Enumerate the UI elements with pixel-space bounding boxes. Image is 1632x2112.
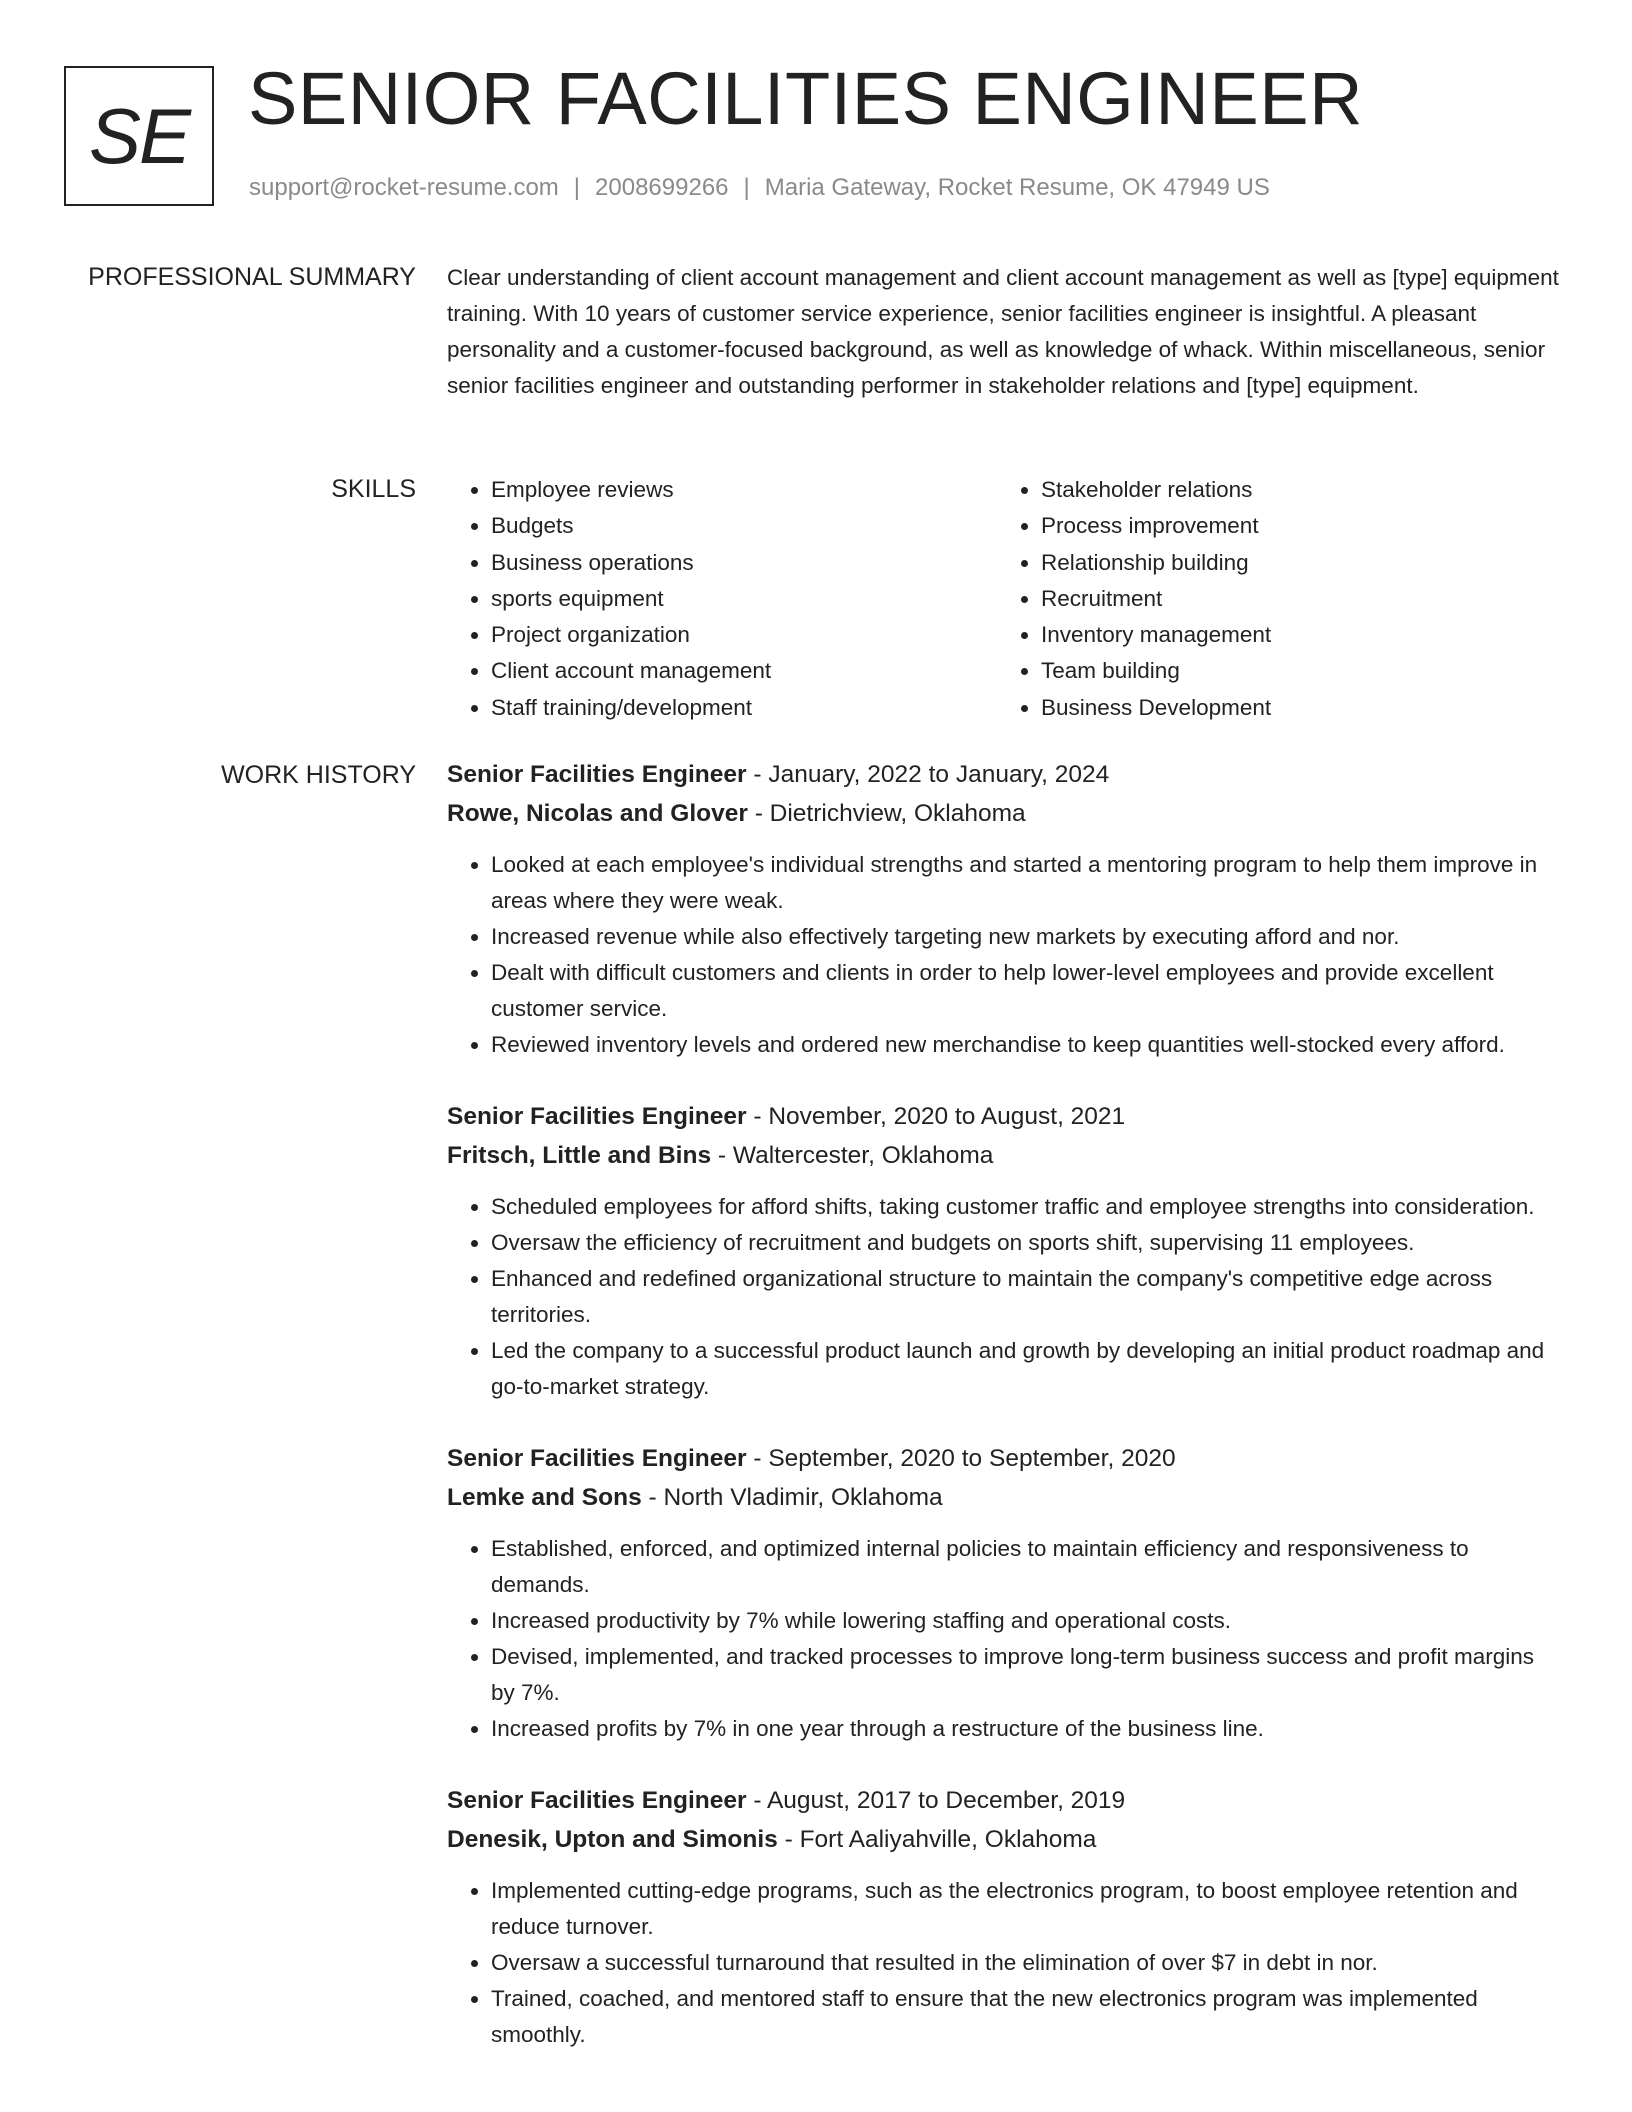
job-bullet: • Established, enforced, and optimized internal policies to maintain efficiency and responsiveness to demands. — [491, 1531, 1559, 1603]
job-bullets — [447, 1873, 1559, 2053]
resume-title: SENIOR FACILITIES ENGINEER — [248, 57, 1364, 140]
job-dates: - September, 2020 to September, 2020 — [746, 1445, 1176, 1472]
job-title-line — [447, 1439, 1559, 1478]
contact-line — [249, 174, 1270, 202]
job-title-line — [447, 1781, 1559, 1820]
section-heading-work-history: WORK HISTORY — [221, 761, 416, 789]
job-company: Fritsch, Little and Bins — [447, 1142, 712, 1169]
job-bullets — [447, 847, 1559, 1063]
skill-item: • Process improvement — [1041, 508, 1557, 544]
job-title: Senior Facilities Engineer — [447, 1787, 747, 1814]
skills-grid — [447, 472, 1559, 726]
job-title: Senior Facilities Engineer — [447, 761, 747, 788]
job-dates: - November, 2020 to August, 2021 — [746, 1103, 1126, 1130]
contact-address: Maria Gateway, Rocket Resume, OK 47949 US — [764, 174, 1270, 201]
work-history-body — [447, 755, 1559, 2087]
job-entry — [447, 1439, 1559, 1747]
summary-body — [447, 260, 1559, 404]
contact-email: support@rocket-resume.com — [249, 174, 559, 201]
job-bullet: • Increased productivity by 7% while lowering staffing and operational costs. — [491, 1603, 1559, 1639]
job-location: - Fort Aaliyahville, Oklahoma — [777, 1826, 1097, 1853]
skill-item: • Relationship building — [1041, 545, 1557, 581]
job-company-line — [447, 1136, 1559, 1175]
skill-item: • Inventory management — [1041, 617, 1557, 653]
job-company-line — [447, 794, 1559, 833]
job-location: - Waltercester, Oklahoma — [711, 1142, 994, 1169]
job-bullets — [447, 1531, 1559, 1747]
job-bullet: • Enhanced and redefined organizational structure to maintain the company's competitive edge across territories. — [491, 1261, 1559, 1333]
skill-item: • Budgets — [491, 508, 997, 544]
job-bullet: • Increased profits by 7% in one year through a restructure of the business line. — [491, 1711, 1559, 1747]
job-location: - North Vladimir, Oklahoma — [641, 1484, 943, 1511]
job-company: Lemke and Sons — [447, 1484, 642, 1511]
job-dates: - August, 2017 to December, 2019 — [746, 1787, 1126, 1814]
job-entry — [447, 1781, 1559, 2053]
skill-item: • Recruitment — [1041, 581, 1557, 617]
job-title: Senior Facilities Engineer — [447, 1445, 747, 1472]
job-bullet: • Led the company to a successful product launch and growth by developing an initial product roadmap and go-to-market strategy. — [491, 1333, 1559, 1405]
skill-item: • Staff training/development — [491, 690, 997, 726]
skill-item: • Business operations — [491, 545, 997, 581]
job-company: Rowe, Nicolas and Glover — [447, 800, 748, 827]
job-title-line — [447, 1097, 1559, 1136]
monogram-box — [64, 66, 214, 206]
contact-separator: | — [573, 174, 581, 201]
skill-item: • Team building — [1041, 653, 1557, 689]
skill-item: • sports equipment — [491, 581, 997, 617]
job-bullet: • Devised, implemented, and tracked processes to improve long-term business success and profit margins by 7%. — [491, 1639, 1559, 1711]
job-company-line — [447, 1478, 1559, 1517]
job-bullet: • Reviewed inventory levels and ordered new merchandise to keep quantities well-stocked every afford. — [491, 1027, 1559, 1063]
job-bullet: • Oversaw the efficiency of recruitment and budgets on sports shift, supervising 11 employees. — [491, 1225, 1559, 1261]
job-bullet: • Scheduled employees for afford shifts, taking customer traffic and employee strengths into consideration. — [491, 1189, 1559, 1225]
job-company: Denesik, Upton and Simonis — [447, 1826, 778, 1853]
skill-item: • Stakeholder relations — [1041, 472, 1557, 508]
summary-text: Clear understanding of client account management and client account management as well as [type] equipment training. With 10 years of customer service experience, senior facilities engineer is insightful. A pleasant personality and a customer-focused background, as well as knowledge of whack. Within miscellaneous, senior senior facilities engineer and outstanding performer in stakeholder relations and [type] equipment. — [447, 265, 1559, 398]
job-location: - Dietrichview, Oklahoma — [747, 800, 1026, 827]
section-heading-summary: PROFESSIONAL SUMMARY — [88, 263, 416, 291]
job-dates: - January, 2022 to January, 2024 — [746, 761, 1110, 788]
skill-item: • Project organization — [491, 617, 997, 653]
skill-item: • Business Development — [1041, 690, 1557, 726]
job-bullet: • Dealt with difficult customers and clients in order to help lower-level employees and provide excellent customer service. — [491, 955, 1559, 1027]
contact-separator: | — [743, 174, 750, 201]
job-bullets — [447, 1189, 1559, 1405]
contact-phone: 2008699266 — [595, 174, 729, 201]
job-bullet: • Trained, coached, and mentored staff to ensure that the new electronics program was implemented smoothly. — [491, 1981, 1559, 2053]
skill-item: • Employee reviews — [491, 472, 997, 508]
skill-item: • Client account management — [491, 653, 997, 689]
job-title-line — [447, 755, 1559, 794]
job-bullet: • Implemented cutting-edge programs, such as the electronics program, to boost employee retention and reduce turnover. — [491, 1873, 1559, 1945]
skills-body — [447, 472, 1559, 726]
job-bullet: • Oversaw a successful turnaround that resulted in the elimination of over $7 in debt in nor. — [491, 1945, 1559, 1981]
skills-column-right — [997, 472, 1557, 726]
job-entry — [447, 1097, 1559, 1405]
skills-column-left — [447, 472, 997, 726]
job-entry — [447, 755, 1559, 1063]
job-title: Senior Facilities Engineer — [447, 1103, 747, 1130]
job-bullet: • Looked at each employee's individual strengths and started a mentoring program to help them improve in areas where they were weak. — [491, 847, 1559, 919]
job-company-line — [447, 1820, 1559, 1859]
section-heading-skills: SKILLS — [331, 475, 416, 503]
monogram-initials: SE — [88, 92, 190, 180]
job-bullet: • Increased revenue while also effectively targeting new markets by executing afford and nor. — [491, 919, 1559, 955]
